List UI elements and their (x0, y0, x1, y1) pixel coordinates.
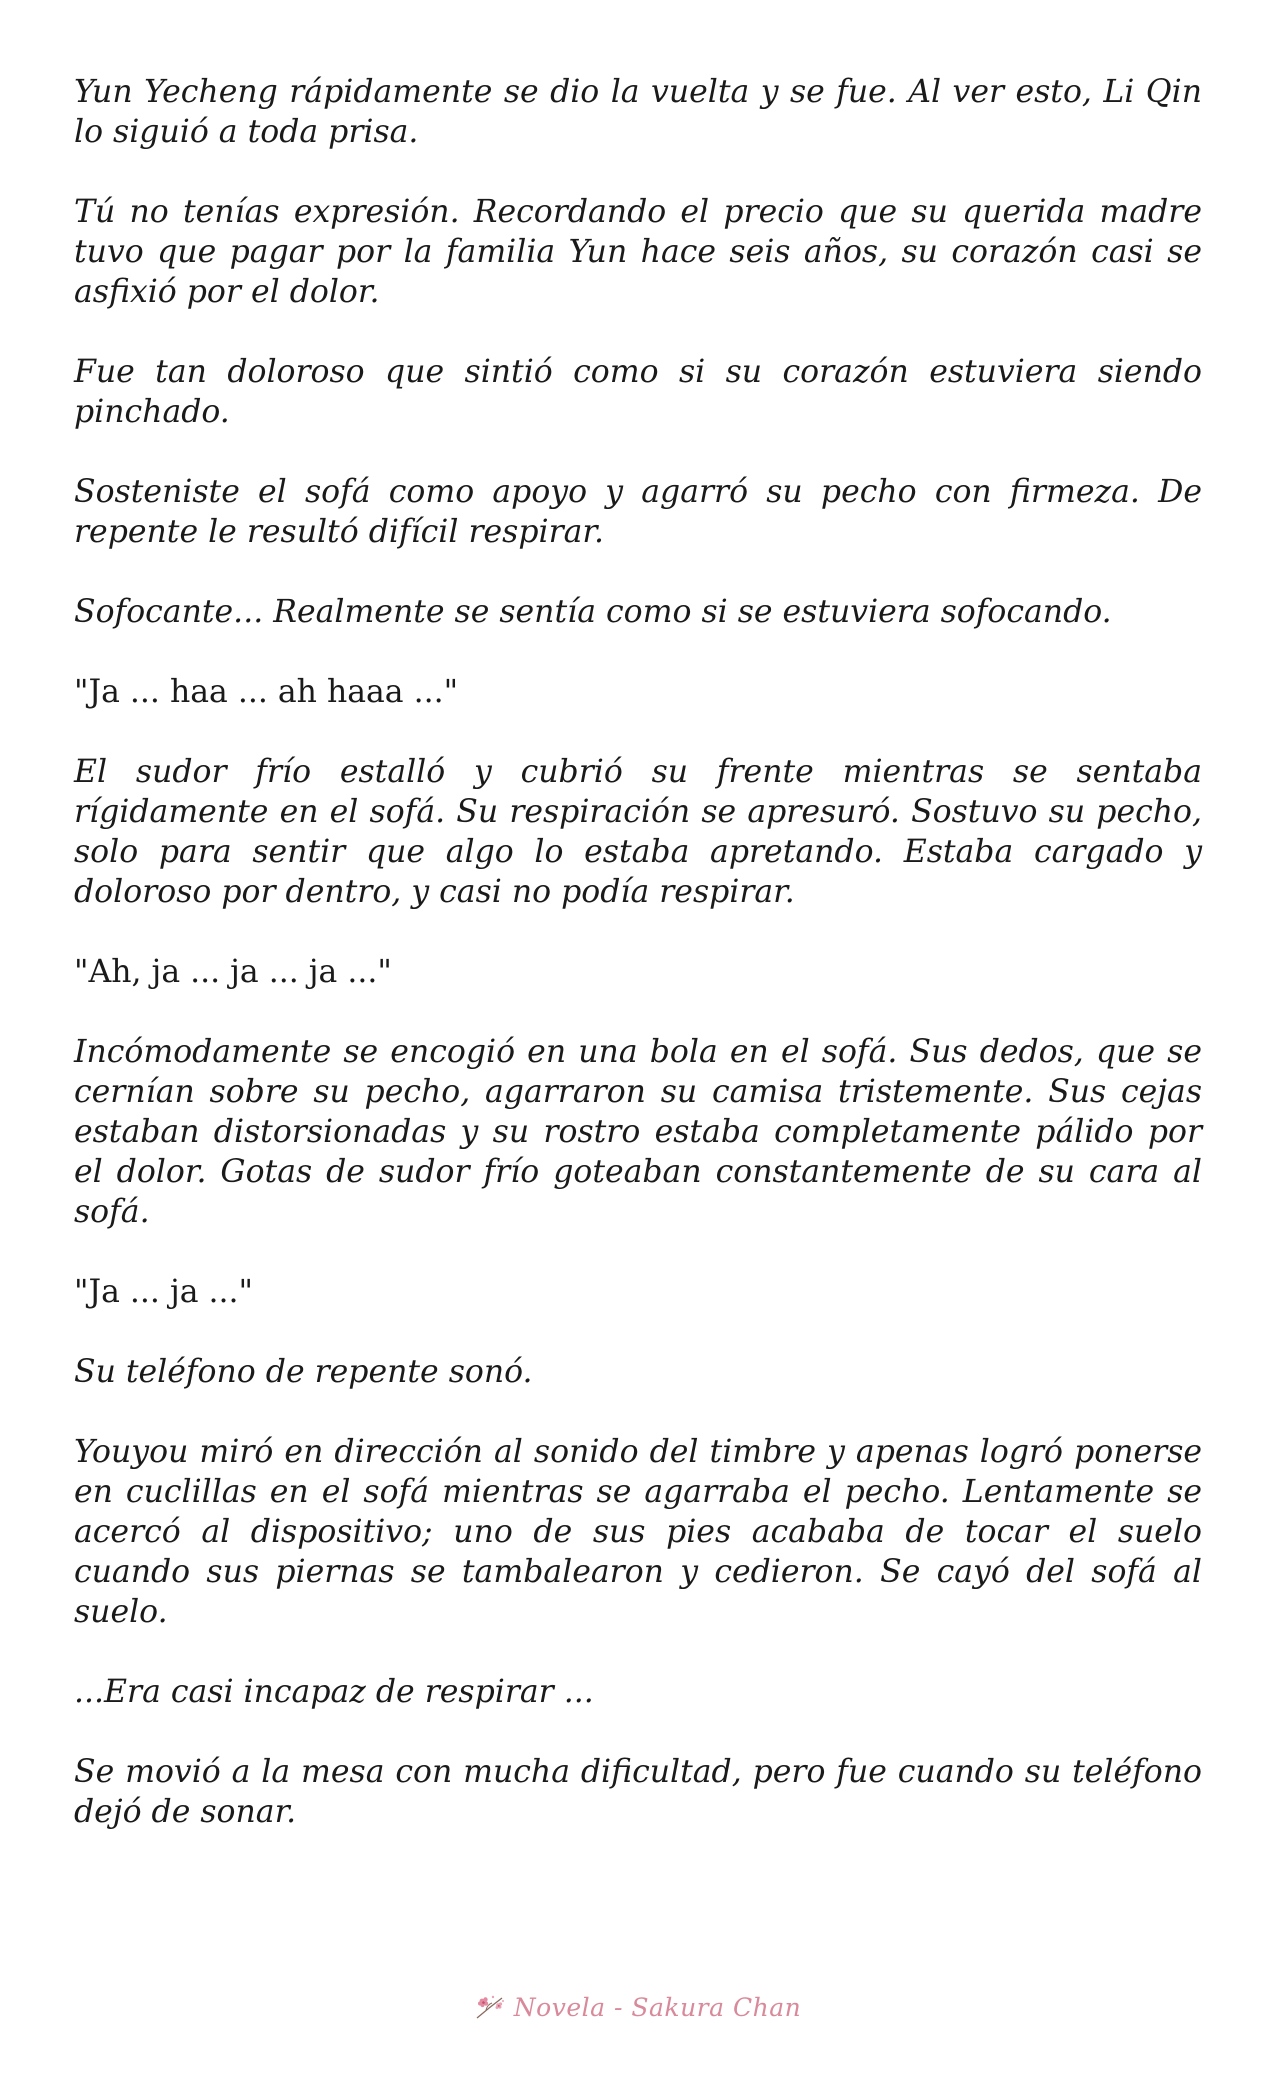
dialogue-line: "Ah, ja ... ja ... ja ..." (74, 954, 392, 990)
paragraph: Tú no tenías expresión. Recordando el precio que su querida madre tuvo que pagar por la familia Yun hace seis años, su corazón casi se asfixió por el dolor. (74, 194, 1202, 310)
chapter-text (74, 72, 1202, 1872)
dialogue-line: "Ja ... haa ... ah haaa ..." (74, 674, 459, 710)
paragraph: Fue tan doloroso que sintió como si su corazón estuviera siendo pinchado. (74, 354, 1202, 430)
paragraph: El sudor frío estalló y cubrió su frente mientras se sentaba rígidamente en el sofá. Su respiración se apresuró. Sostuvo su pecho, solo para sentir que algo lo estaba apretando. Estaba cargado y doloroso por dentro, y casi no podía respirar. (74, 754, 1202, 910)
paragraph: Incómodamente se encogió en una bola en el sofá. Sus dedos, que se cernían sobre su pecho, agarraron su camisa tristemente. Sus cejas estaban distorsionadas y su rostro estaba completamente pálido por el dolor. Gotas de sudor frío goteaban constantemente de su cara al sofá. (74, 1034, 1202, 1230)
paragraph: Yun Yecheng rápidamente se dio la vuelta y se fue. Al ver esto, Li Qin lo siguió a toda prisa. (74, 74, 1202, 150)
paragraph: Sosteniste el sofá como apoyo y agarró su pecho con firmeza. De repente le resultó difícil respirar. (74, 474, 1202, 550)
footer-watermark (0, 1987, 1275, 2027)
dialogue-line: "Ja ... ja ..." (74, 1274, 254, 1310)
paragraph: Su teléfono de repente sonó. (74, 1354, 533, 1390)
brand-logo (474, 1992, 801, 2022)
paragraph: Youyou miró en dirección al sonido del timbre y apenas logró ponerse en cuclillas en el sofá mientras se agarraba el pecho. Lentamente se acercó al dispositivo; uno de sus pies acababa de tocar el suelo cuando sus piernas se tambalearon y cedieron. Se cayó del sofá al suelo. (74, 1434, 1202, 1630)
paragraph: Sofocante... Realmente se sentía como si se estuviera sofocando. (74, 594, 1112, 630)
brand-text: Novela - Sakura Chan (513, 1992, 802, 2022)
cherry-blossom-icon (474, 1992, 508, 2022)
paragraph: Se movió a la mesa con mucha dificultad, pero fue cuando su teléfono dejó de sonar. (74, 1754, 1202, 1830)
paragraph: ...Era casi incapaz de respirar ... (74, 1674, 594, 1710)
